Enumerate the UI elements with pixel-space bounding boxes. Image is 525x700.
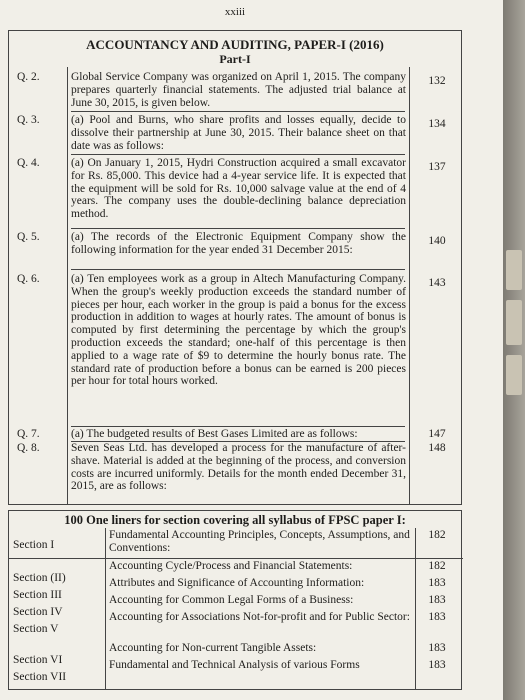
page-ref: 148 [428,442,446,454]
book-page-edge [503,0,525,700]
page-ref: 134 [428,118,446,130]
page-ref: 182 [428,560,446,572]
question-text: (a) The records of the Electronic Equipment Company show the following information for the year ended 31 December 2015: [71,231,406,256]
question-text: (a) Pool and Burns, who share profits and losses equally, decide to dissolve their partnership at June 30, 2015. Their balance sheet on that date was as follows: [71,114,406,152]
page-ref: 183 [428,577,446,589]
section-topic: Fundamental and Technical Analysis of various Forms [109,659,360,671]
question-text: (a) The budgeted results of Best Gases Limited are as follows: [71,428,358,440]
question-text: (a) On January 1, 2015, Hydri Construction acquired a small excavator for Rs. 85,000. This device had a 4-year service life. It is expected that the equipment will be sold for Rs. 10,000 salvage value at the end of 4 years. The company uses the double-declining balance depreciation method. [71,157,406,221]
row-divider [71,111,405,112]
section-topic: Fundamental Accounting Principles, Concepts, Assumptions, and Conventions: [109,529,410,554]
section-topic: Accounting for Associations Not-for-profit and for Public Sector: [109,611,410,623]
contents-table-paper-1 [8,30,462,505]
section-label: Section V [13,623,59,635]
contents-table-one-liners [8,510,462,690]
page-ref: 183 [428,594,446,606]
question-text: Seven Seas Ltd. has developed a process for the manufacture of after-shave. Material is added at the beginning of the process, and conversion costs are incurred uniformly. Details for the month ended December 31, 2015, are as follows: [71,442,406,493]
question-number: Q. 4. [17,157,40,169]
row-divider [71,154,405,155]
question-number: Q. 3. [17,114,40,126]
section-label: Section III [13,589,62,601]
paper-title: ACCOUNTANCY AND AUDITING, PAPER-I (2016) [86,37,384,52]
row-divider [71,426,405,427]
index-tab [506,355,522,395]
section-label: Section VI [13,654,63,666]
column-divider [409,67,410,504]
page-ref: 140 [428,235,446,247]
index-tab [506,300,522,345]
section-label: Section (II) [13,572,66,584]
one-liners-title: 100 One liners for section covering all syllabus of FPSC paper I: [64,513,406,527]
page-number: xxiii [224,6,246,18]
question-number: Q. 5. [17,231,40,243]
question-number: Q. 2. [17,71,40,83]
question-text: (a) Ten employees work as a group in Altech Manufacturing Company. When the group's weekly production exceeds the standard number of pieces per hour, each worker in the group is paid a bonus for the excess production in addition to wages at hourly rates. The amount of bonus is computed by first determining the percentage by which the group's production exceeds the standard; one-half of this percentage is then applied to a wage rate of $9 to determine the hourly bonus rate. The standard rate of production before a bonus can be earned is 200 pieces per hour for total hours worked. [71,273,406,388]
question-text: Global Service Company was organized on April 1, 2015. The company prepares quarterly financial statements. The adjusted trial balance at June 30, 2015, is given below. [71,71,406,109]
column-divider [105,528,106,689]
index-tab [506,250,522,290]
page-ref: 183 [428,642,446,654]
page-ref: 147 [428,428,446,440]
section-label: Section I [13,539,55,551]
page-ref: 143 [428,277,446,289]
part-title: Part-I [219,52,251,66]
section-topic: Accounting for Non-current Tangible Assets: [109,642,317,654]
section-label: Section IV [13,606,63,618]
row-divider [9,558,463,559]
row-divider [71,269,405,270]
question-number: Q. 8. [17,442,40,454]
page-ref: 137 [428,161,446,173]
page-ref: 183 [428,659,446,671]
section-topic: Accounting Cycle/Process and Financial Statements: [109,560,353,572]
page-ref: 182 [428,529,446,541]
section-topic: Accounting for Common Legal Forms of a Business: [109,594,354,606]
question-number: Q. 7. [17,428,40,440]
section-label: Section VII [13,671,67,683]
page-ref: 132 [428,75,446,87]
page-ref: 183 [428,611,446,623]
column-divider [415,528,416,689]
question-number: Q. 6. [17,273,40,285]
row-divider [71,228,405,229]
section-topic: Attributes and Significance of Accounting Information: [109,577,365,589]
column-divider [67,67,68,504]
